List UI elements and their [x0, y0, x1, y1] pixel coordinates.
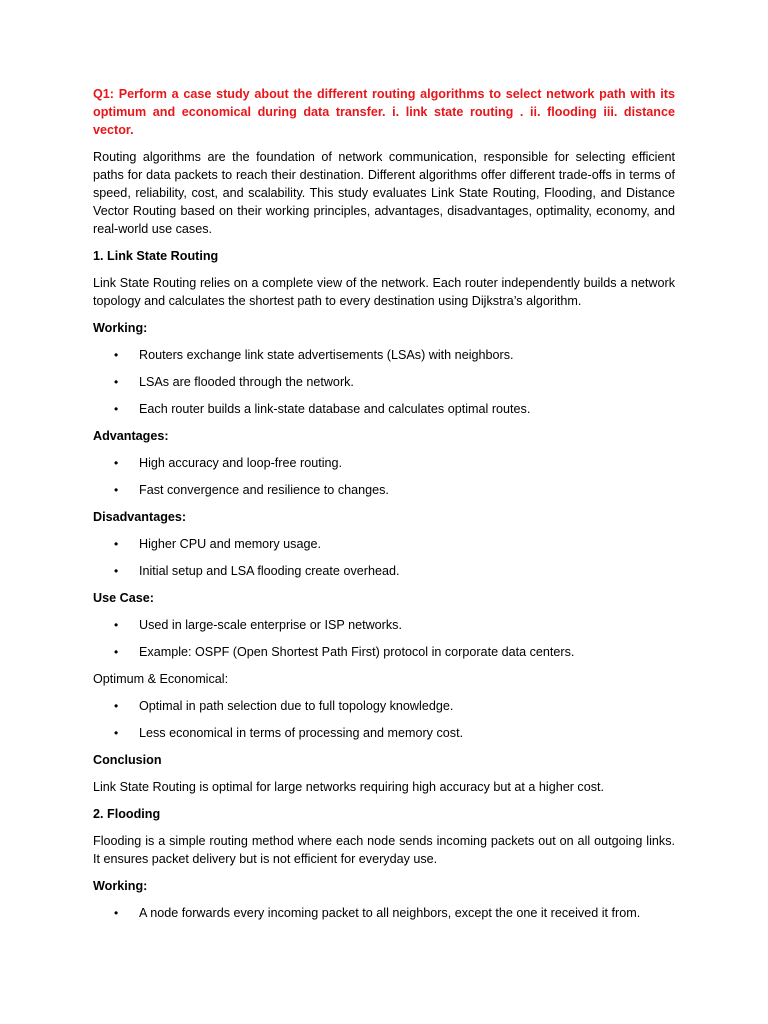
bullet-icon: • [114, 726, 119, 740]
bullet-icon: • [114, 906, 119, 920]
bullet-icon: • [114, 348, 119, 362]
bullet-icon: • [114, 537, 119, 551]
section-heading-link-state: 1. Link State Routing [93, 249, 219, 263]
bullet-icon: • [114, 618, 119, 632]
bullet-icon: • [114, 645, 119, 659]
section-heading-flooding: 2. Flooding [93, 807, 161, 821]
list-item: • LSAs are flooded through the network. [114, 375, 354, 389]
list-item: • Each router builds a link-state database and calculates optimal routes. [114, 402, 531, 416]
link-state-description: Link State Routing relies on a complete view of the network. Each router independently builds a network topology and calculates the shortest path to every destination using Dijkstra’s algorithm. [93, 276, 675, 308]
bullet-icon: • [114, 375, 119, 389]
list-item: • High accuracy and loop-free routing. [114, 456, 343, 470]
flooding-working-heading: Working: [93, 879, 148, 893]
list-item: • Example: OSPF (Open Shortest Path First) protocol in corporate data centers. [114, 645, 575, 659]
list-item: • Fast convergence and resilience to changes. [114, 483, 389, 497]
list-item: • Used in large-scale enterprise or ISP networks. [114, 618, 402, 632]
link-state-disadvantages-list [93, 535, 675, 580]
bullet-icon: • [114, 402, 119, 416]
list-item: • A node forwards every incoming packet to all neighbors, except the one it received it from. [114, 906, 641, 920]
bullet-icon: • [114, 564, 119, 578]
link-state-optimum-heading: Optimum & Economical: [93, 672, 229, 686]
flooding-working-list [93, 904, 675, 922]
document-page [93, 85, 675, 931]
link-state-disadvantages-heading: Disadvantages: [93, 510, 187, 524]
link-state-conclusion: Link State Routing is optimal for large networks requiring high accuracy but at a higher cost. [93, 780, 605, 794]
intro-paragraph: Routing algorithms are the foundation of network communication, responsible for selecting efficient paths for data packets to reach their destination. Different algorithms offer different trade-offs in terms of speed, reliability, cost, and scalability. This study evaluates Link State Routing, Flooding, and Distance Vector Routing based on their working principles, advantages, disadvantages, optimality, economy, and real-world use cases. [93, 150, 675, 236]
link-state-working-list [93, 346, 675, 418]
list-item: • Optimal in path selection due to full topology knowledge. [114, 699, 454, 713]
link-state-advantages-list [93, 454, 675, 499]
bullet-icon: • [114, 483, 119, 497]
link-state-usecase-heading: Use Case: [93, 591, 154, 605]
link-state-usecase-list [93, 616, 675, 661]
link-state-conclusion-heading: Conclusion [93, 753, 162, 767]
bullet-icon: • [114, 456, 119, 470]
list-item: • Higher CPU and memory usage. [114, 537, 321, 551]
list-item: • Initial setup and LSA flooding create overhead. [114, 564, 400, 578]
list-item: • Routers exchange link state advertisements (LSAs) with neighbors. [114, 348, 514, 362]
link-state-optimum-list [93, 697, 675, 742]
list-item: • Less economical in terms of processing and memory cost. [114, 726, 464, 740]
bullet-icon: • [114, 699, 119, 713]
link-state-advantages-heading: Advantages: [93, 429, 169, 443]
question-text: Q1: Perform a case study about the different routing algorithms to select network path with its optimum and economical during data transfer. i. link state routing . ii. flooding iii. distance vector. [93, 87, 675, 137]
link-state-working-heading: Working: [93, 321, 148, 335]
flooding-description: Flooding is a simple routing method where each node sends incoming packets out on all outgoing links. It ensures packet delivery but is not efficient for everyday use. [93, 834, 675, 866]
